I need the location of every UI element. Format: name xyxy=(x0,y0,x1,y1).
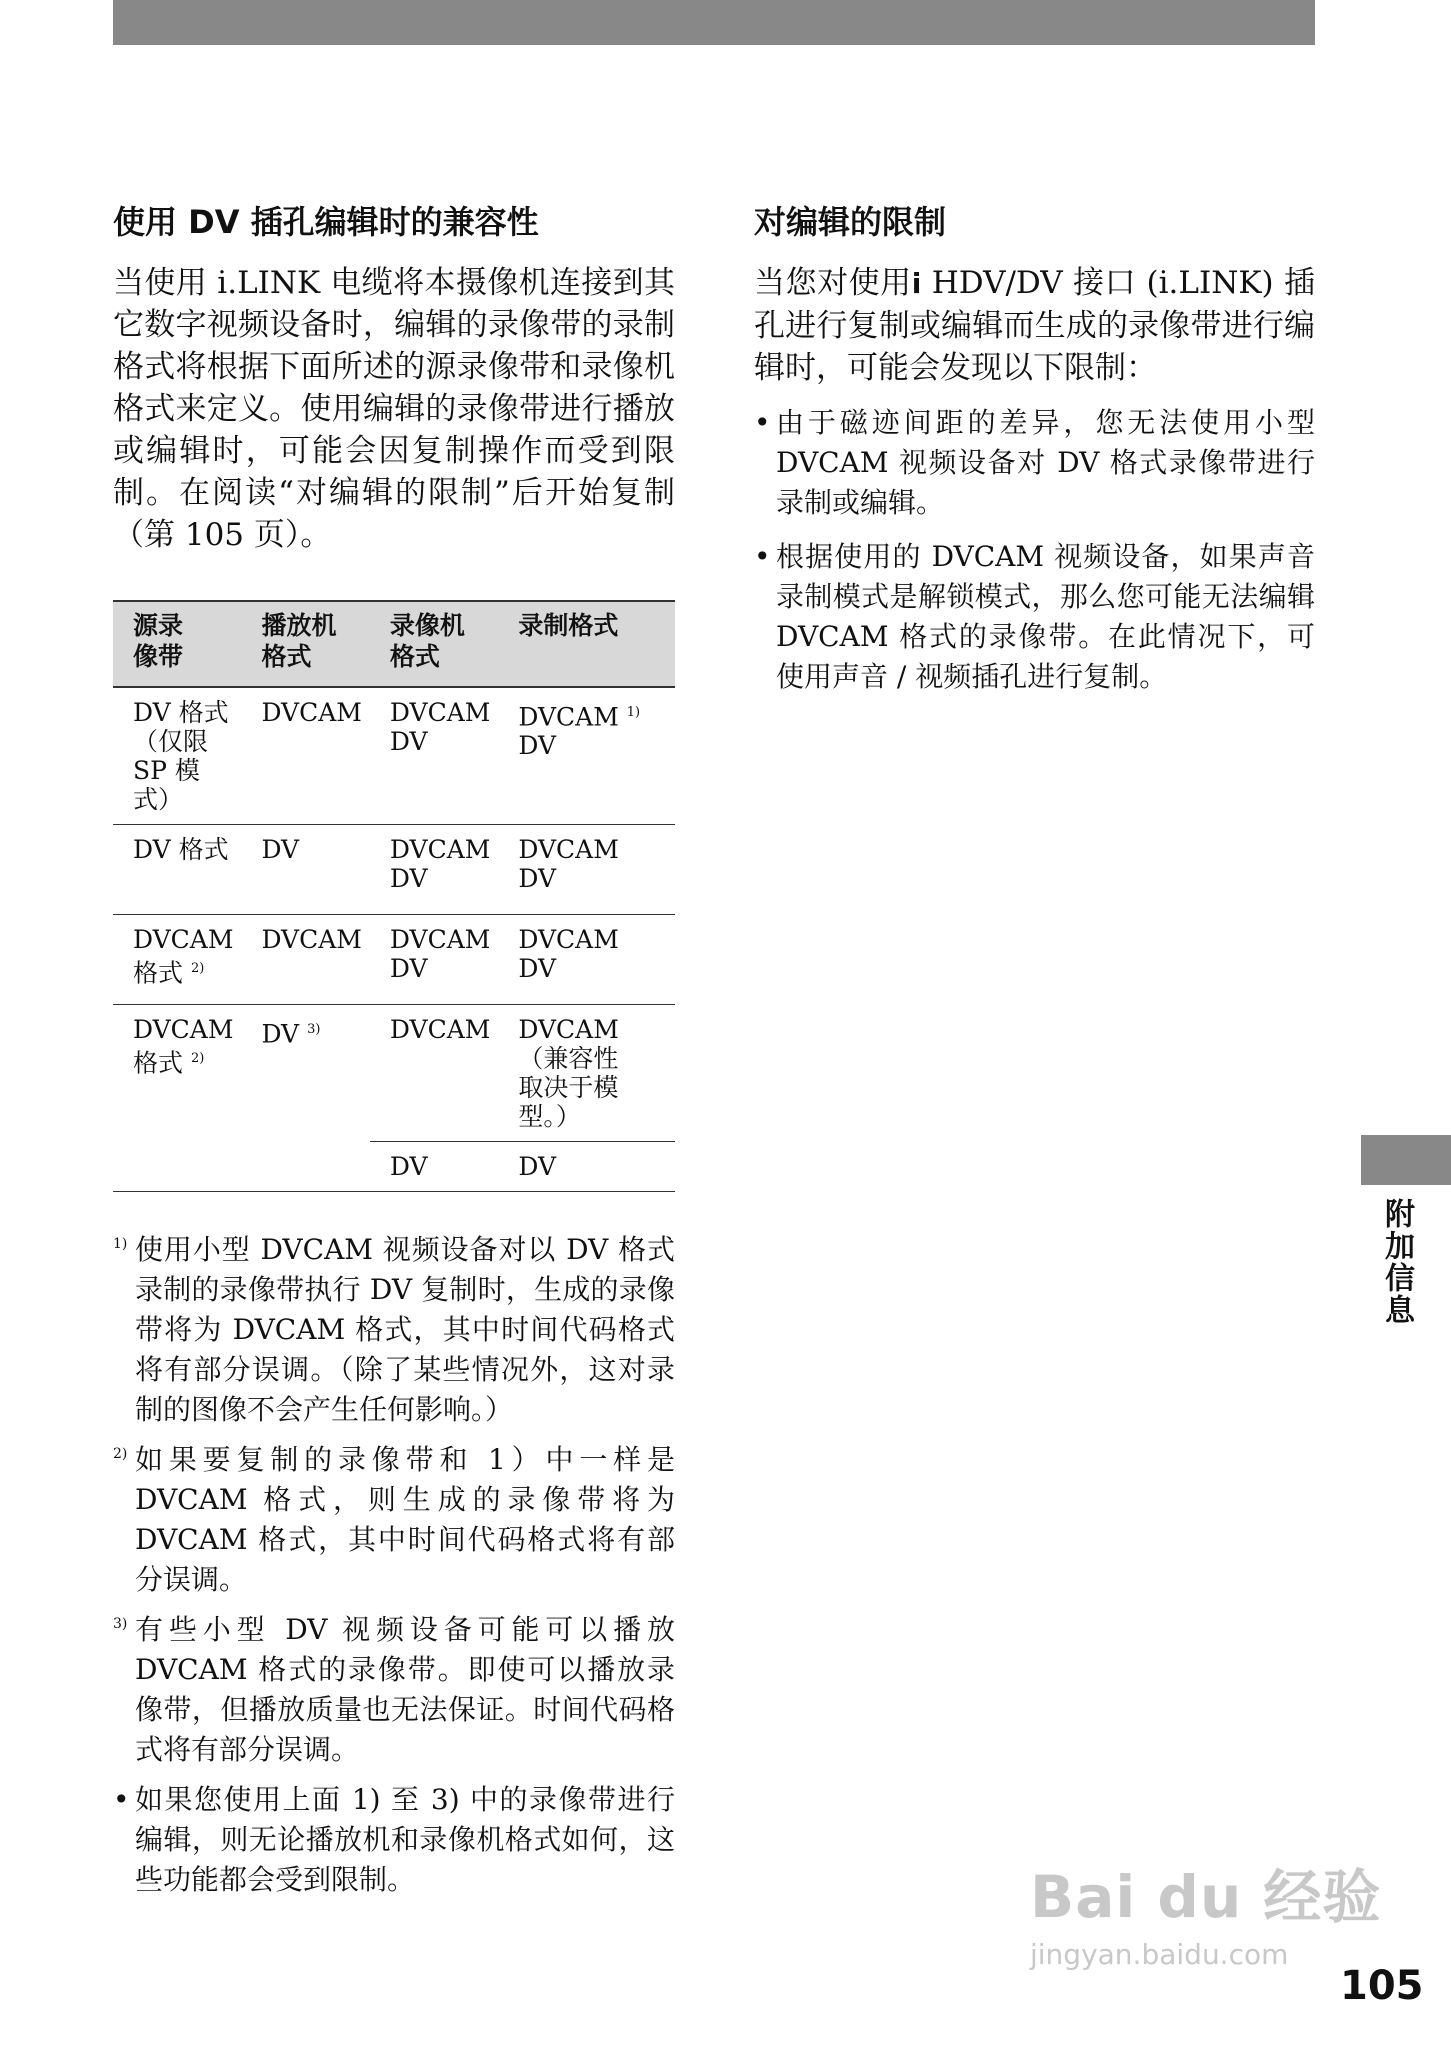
footnote-mark: 2) xyxy=(190,1051,205,1066)
cell-recorder: DV xyxy=(370,1142,498,1192)
col-source: 源录 像带 xyxy=(113,601,241,687)
watermark-url: jingyan.baidu.com xyxy=(1030,1938,1289,1971)
bullet-mark: • xyxy=(113,1783,130,1816)
cell-format: DV xyxy=(498,1142,675,1192)
cell-player xyxy=(241,1005,369,1192)
footnote-mark: 2) xyxy=(190,961,205,976)
cell-format-a: DVCAM xyxy=(518,835,619,864)
header-bar xyxy=(113,0,1315,45)
cell-source xyxy=(113,915,241,1005)
bullet-mark: • xyxy=(754,406,771,439)
compat-table xyxy=(113,600,675,1192)
table-row xyxy=(113,1005,675,1142)
cell-player: DV xyxy=(241,825,369,915)
section-label: 附加信息 xyxy=(1379,1198,1414,1326)
col-recorder: 录像机 格式 xyxy=(370,601,498,687)
watermark-logo: Bai du 经验 xyxy=(1030,1863,1382,1931)
cell-source: DV 格式 xyxy=(113,825,241,915)
cell-player: DVCAM xyxy=(241,687,369,825)
compat-heading: 使用 DV 插孔编辑时的兼容性 xyxy=(113,203,539,241)
footnote-mark: 3) xyxy=(307,1022,321,1037)
restrictions-intro xyxy=(754,262,1315,389)
cell-format: DVCAM （兼容性 取决于模 型。） xyxy=(498,1005,675,1142)
right-column xyxy=(754,200,1315,711)
footnote-mark: 1) xyxy=(626,705,641,720)
cell-source xyxy=(113,1005,241,1192)
footnote-mark: 3) xyxy=(113,1616,128,1632)
bullet-text: 根据使用的 DVCAM 视频设备，如果声音录制模式是解锁模式，那么您可能无法编辑 DVCAM 格式的录像带。在此情况下，可使用声音 / 视频插孔进行复制。 xyxy=(776,540,1315,693)
page-number: 105 xyxy=(1340,1963,1424,2009)
intro-part-b: HDV/DV 接口 (i.LINK) 插孔进行复制或编辑而生成的录像带进行编辑时，可能会发现以下限制： xyxy=(754,265,1315,386)
footnote-text: 使用小型 DVCAM 视频设备对以 DV 格式录制的录像带执行 DV 复制时，生成的录像带将为 DVCAM 格式，其中时间代码格式将有部分误调。（除了某些情况外，这对录制的图像不会产生任何影响。） xyxy=(135,1233,675,1426)
cell-format xyxy=(498,687,675,825)
intro-part-a: 当您对使用 xyxy=(754,265,912,301)
footnote xyxy=(113,1610,675,1770)
cell-format xyxy=(498,915,675,1005)
restrictions-heading: 对编辑的限制 xyxy=(754,203,947,241)
col-player: 播放机 格式 xyxy=(241,601,369,687)
table-row xyxy=(113,825,675,915)
cell-format-a: DVCAM xyxy=(518,702,619,732)
table-row xyxy=(113,915,675,1005)
footnote-mark: 2) xyxy=(113,1446,128,1462)
table-header-row xyxy=(113,601,675,687)
cell-recorder: DVCAM DV xyxy=(370,687,498,825)
cell-recorder: DVCAM xyxy=(370,1005,498,1142)
cell-format-b: DV xyxy=(518,864,557,893)
cell-player-text: DV xyxy=(261,1019,300,1049)
restrictions-list xyxy=(754,403,1315,697)
cell-source: DV 格式 （仅限 SP 模 式） xyxy=(113,687,241,825)
col-format: 录制格式 xyxy=(498,601,675,687)
footnote xyxy=(113,1440,675,1600)
bullet-item xyxy=(754,403,1315,523)
section-tab xyxy=(1361,1135,1451,1185)
cell-format-a: DVCAM xyxy=(518,925,619,954)
cell-format xyxy=(498,825,675,915)
footnote-text: 有些小型 DV 视频设备可能可以播放 DVCAM 格式的录像带。即使可以播放录像带，但播放质量也无法保证。时间代码格式将有部分误调。 xyxy=(135,1613,675,1766)
footnote-mark: 1) xyxy=(113,1236,128,1252)
bullet-text: 如果您使用上面 1) 至 3) 中的录像带进行编辑，则无论播放机和录像机格式如何，这些功能都会受到限制。 xyxy=(135,1783,675,1896)
footnotes xyxy=(113,1230,675,1900)
cell-player: DVCAM xyxy=(241,915,369,1005)
watermark xyxy=(1030,1850,1381,1971)
footnote xyxy=(113,1230,675,1430)
bullet-text: 由于磁迹间距的差异，您无法使用小型 DVCAM 视频设备对 DV 格式录像带进行录制或编辑。 xyxy=(776,406,1315,519)
cell-format-b: DV xyxy=(518,731,557,761)
cell-source-text: DVCAM 格式 xyxy=(133,1015,234,1078)
bullet-item xyxy=(754,537,1315,697)
cell-format-b: DV xyxy=(518,954,557,983)
cell-source-text: DVCAM 格式 xyxy=(133,925,234,988)
footnote-text: 如果要复制的录像带和 1）中一样是 DVCAM 格式，则生成的录像带将为 DVCAM 格式，其中时间代码格式将有部分误调。 xyxy=(135,1443,675,1596)
table-row xyxy=(113,687,675,825)
ilink-icon: i xyxy=(911,267,922,300)
compat-intro: 当使用 i.LINK 电缆将本摄像机连接到其它数字视频设备时，编辑的录像带的录制格式将根据下面所述的源录像带和录像机格式来定义。使用编辑的录像带进行播放或编辑时，可能会因复制操作而受到限制。在阅读“对编辑的限制”后开始复制（第 105 页）。 xyxy=(113,265,675,553)
bullet-item xyxy=(113,1780,675,1900)
left-column xyxy=(113,200,675,1910)
bullet-mark: • xyxy=(754,540,771,573)
cell-recorder: DVCAM DV xyxy=(370,915,498,1005)
cell-recorder: DVCAM DV xyxy=(370,825,498,915)
